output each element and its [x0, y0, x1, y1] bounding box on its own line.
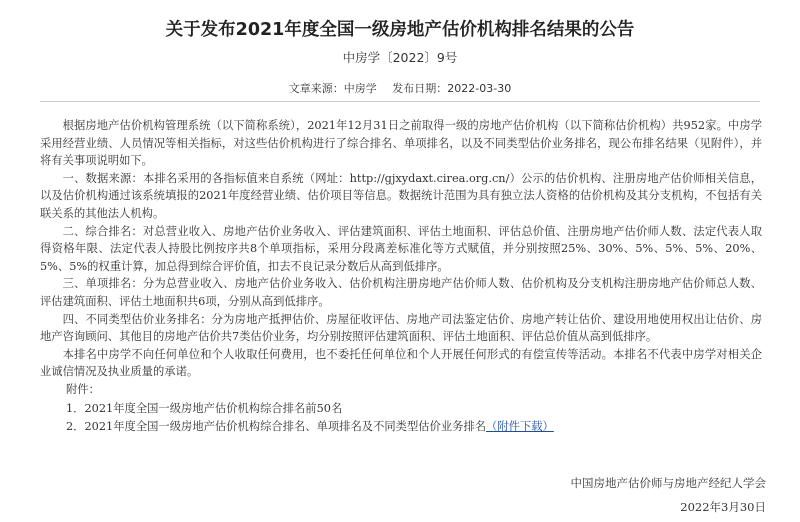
signature-block: [571, 471, 767, 519]
signature-date: 2022年3月30日: [680, 500, 766, 514]
paragraph-business-type-ranking: 四、不同类型估价业务排名：分为房地产抵押估价、房屋征收评估、房地产司法鉴定估价、房地产转让估价、建设用地使用权出让估价、房地产咨询顾问、其他目的房地产估价共7类估价业务，均分别按照评估建筑面积、评估土地面积、评估总价值从高到低排序。: [40, 312, 762, 344]
publish-date: 发布日期：2022-03-30: [392, 82, 512, 95]
attachment-item-2-label: 2．2021年度全国一级房地产估价机构综合排名、单项排名及不同类型估价业务排名: [66, 420, 487, 434]
article-source: 文章来源：中房学: [288, 82, 377, 95]
document-number: 中房学〔2022〕9号: [342, 50, 458, 65]
paragraph-single-ranking: 三、单项排名：分为总营业收入、房地产估价业务收入、估价机构注册房地产估价师人数、估价机构及分支机构注册房地产估价师总人数、评估建筑面积、评估土地面积共6项，分别从高到低排序。: [40, 277, 762, 308]
article-meta: [0, 80, 800, 96]
attachment-item-2: [40, 418, 762, 436]
header-divider: [40, 101, 760, 102]
attachment-item-1: 1．2021年度全国一级房地产估价机构综合排名前50名: [66, 401, 343, 415]
paragraph-disclaimer: 本排名中房学不向任何单位和个人收取任何费用，也不委托任何单位和个人开展任何形式的有偿宣传等活动。本排名不代表中房学对相关企业诚信情况及执业质量的承诺。: [40, 347, 762, 379]
page-title: 关于发布2021年度全国一级房地产估价机构排名结果的公告: [165, 20, 635, 40]
paragraph-data-source: 一、数据来源：本排名采用的各指标值来自系统（网址：http://gjxydaxt.cirea.org.cn/）公示的估价机构、注册房地产估价师相关信息，以及估价机构通过该系统填报的2021年度经营业绩、估价项目等信息。数据统计范围为具有独立法人资格的估价机构及其分支机构，不包括有关联关系的其他法人机构。: [40, 171, 762, 220]
article-body: [40, 117, 762, 436]
signature-org: 中国房地产估价师与房地产经纪人学会: [570, 476, 766, 490]
attachments-heading: 附件：: [66, 382, 100, 396]
paragraph-overall-ranking: 二、综合排名：对总营业收入、房地产估价业务收入、评估建筑面积、评估土地面积、评估总价值、注册房地产估价师人数、法定代表人取得资格年限、法定代表人持股比例按序共8个单项指标，采用分段离差标准化等方式赋值，并分别按照25%、30%、5%、5%、5%、20%、5%、5%的权重计算，加总得到综合评价值，扣去不良记录分数后从高到低排序。: [40, 224, 762, 273]
paragraph-intro: 根据房地产估价机构管理系统（以下简称系统），2021年12月31日之前取得一级的房地产估价机构（以下简称估价机构）共952家。中房学采用经营业绩、人员情况等相关指标，对这些估价机构进行了综合排名、单项排名，以及不同类型估价业务排名，现公布排名结果（见附件），并将有关事项说明如下。: [40, 119, 762, 168]
attachment-download-link[interactable]: （附件下载）: [486, 420, 554, 434]
